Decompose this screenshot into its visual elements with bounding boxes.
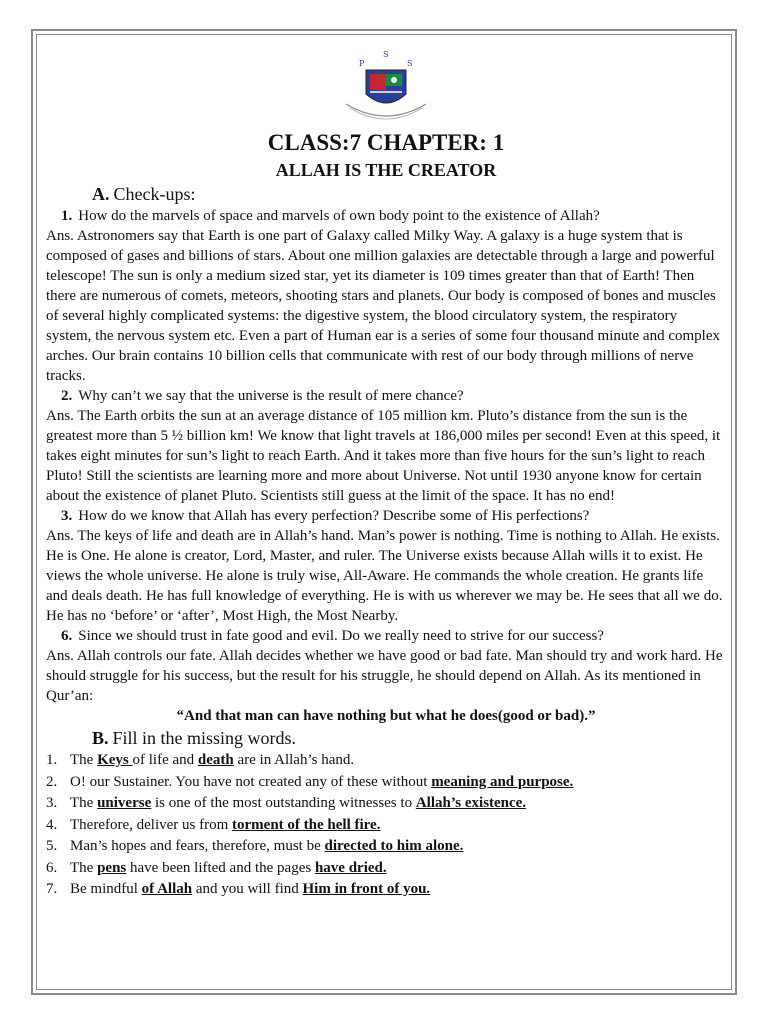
item-number: 3. xyxy=(46,795,58,811)
answer-word: torment of the hell fire. xyxy=(232,816,381,833)
item-text: are in Allah’s hand. xyxy=(233,752,355,768)
question-number: 2. xyxy=(61,388,73,404)
item-text: of life and xyxy=(132,752,198,768)
question-text: How do we know that Allah has every perfection? Describe some of His perfections? xyxy=(78,508,590,524)
answer-word: meaning and purpose. xyxy=(431,773,574,790)
list-item xyxy=(46,793,726,815)
item-number: 4. xyxy=(46,816,58,833)
item-text: Man’s hopes and fears, therefore, must be xyxy=(70,838,325,854)
item-text: is one of the most outstanding witnesses to xyxy=(151,795,416,811)
list-item xyxy=(46,750,726,772)
item-number: 6. xyxy=(46,859,58,876)
question-number: 3. xyxy=(61,508,73,524)
item-text: and you will find xyxy=(192,881,303,897)
section-b-heading xyxy=(92,726,726,750)
section-b-letter: B. xyxy=(92,728,109,748)
question-2 xyxy=(46,386,726,406)
item-number: 1. xyxy=(46,752,58,768)
chapter-subtitle: ALLAH IS THE CREATOR xyxy=(275,160,497,180)
document-content xyxy=(46,46,726,901)
answer-word: Allah’s existence. xyxy=(415,795,527,811)
answer-word: have dried. xyxy=(314,859,387,876)
logo-letter-p: P xyxy=(359,59,365,68)
logo-letter-s1: S xyxy=(383,50,389,59)
logo-letter-s2: S xyxy=(407,59,413,68)
item-number: 7. xyxy=(46,881,58,897)
answer-word: universe xyxy=(97,795,152,811)
item-text: The xyxy=(70,795,98,811)
item-text: Be mindful xyxy=(70,881,142,897)
list-item xyxy=(46,772,726,794)
item-text: O! our Sustainer. You have not created any of these without xyxy=(70,773,432,790)
answer-word: Keys xyxy=(97,752,133,768)
answer-1: Ans. Astronomers say that Earth is one part of Galaxy called Milky Way. A galaxy is a huge system that is composed of gases and billions of stars. About one million galaxies are detectable through a large and powerful telescope! The sun is only a medium sized star, yet its diameter is 109 times greater than that of Earth! Then there are numerous of comets, meteors, shooting stars and planets. Our body is composed of bones and muscles of several highly complicated systems: the digestive system, the blood circulatory system, the respiratory system, the nervous system etc. Even a part of Human ear is a series of some four thousand minute and complex arches. Our brain contains 10 billion cells that communicate with rest of our body through millions of nerve tracks. xyxy=(46,228,720,384)
item-number: 2. xyxy=(46,773,58,790)
answer-word: pens xyxy=(97,859,127,876)
answer-3: Ans. The keys of life and death are in Allah’s hand. Man’s power is nothing. Time is nothing to Allah. He exists. He is One. He alone is creator, Lord, Master, and ruler. The Universe exists because Allah wills it to exist. He views the whole universe. He alone is truly wise, All-Aware. He commands the whole creation. He grants life and deals death. He has full knowledge of everything. He is with us wherever we may be. He sees that all we do. He has no ‘before’ or ‘after’, Most High, the Most Nearby. xyxy=(46,528,723,624)
answer-word: directed to him alone. xyxy=(324,838,464,854)
question-number: 6. xyxy=(61,628,73,644)
section-a-title: Check-ups: xyxy=(113,184,196,204)
list-item xyxy=(46,858,726,880)
fill-in-list xyxy=(46,750,726,901)
item-number: 5. xyxy=(46,838,58,854)
section-a-heading xyxy=(92,182,726,206)
question-text: How do the marvels of space and marvels of own body point to the existence of Allah? xyxy=(78,208,600,224)
item-text: Therefore, deliver us from xyxy=(70,816,233,833)
section-b-title: Fill in the missing words. xyxy=(112,728,297,748)
quran-quote: “And that man can have nothing but what he does(good or bad).” xyxy=(176,708,596,724)
answer-2: Ans. The Earth orbits the sun at an average distance of 105 million km. Pluto’s distance from the sun is the greatest more than 5 ½ billion km! We know that light travels at 186,000 miles per second! Even at this speed, it takes eight minutes for sun’s light to reach Earth. And it takes more than five hours for the sun’s light to reach Pluto! Still the scientists are learning more and more about Universe. Not until 1930 anyone know for certain about the existence of planet Pluto. Scientists still guess at the limit of the space. It has no end! xyxy=(46,408,721,504)
item-text: have been lifted and the pages xyxy=(126,859,315,876)
answer-word: death xyxy=(197,752,234,768)
item-text: The xyxy=(70,752,98,768)
list-item xyxy=(46,836,726,858)
page-title: CLASS:7 CHAPTER: 1 xyxy=(267,130,505,155)
answer-word: of Allah xyxy=(141,881,193,897)
shield-quarter-icon xyxy=(370,74,386,90)
school-logo xyxy=(326,46,446,124)
item-text: The xyxy=(70,859,98,876)
list-item xyxy=(46,815,726,837)
answer-6: Ans. Allah controls our fate. Allah decides whether we have good or bad fate. Man should try and work hard. He should struggle for his success, but the result for his struggle, he should depend on Allah. As its mentioned in Qur’an: xyxy=(46,648,723,704)
question-6 xyxy=(46,626,726,646)
question-number: 1. xyxy=(61,208,73,224)
question-3 xyxy=(46,506,726,526)
question-1 xyxy=(46,206,726,226)
section-a-letter: A. xyxy=(92,184,110,204)
question-text: Why can’t we say that the universe is the result of mere chance? xyxy=(78,388,464,404)
answer-word: Him in front of you. xyxy=(302,881,431,897)
question-text: Since we should trust in fate good and evil. Do we really need to strive for our success? xyxy=(78,628,604,644)
list-item xyxy=(46,879,726,901)
